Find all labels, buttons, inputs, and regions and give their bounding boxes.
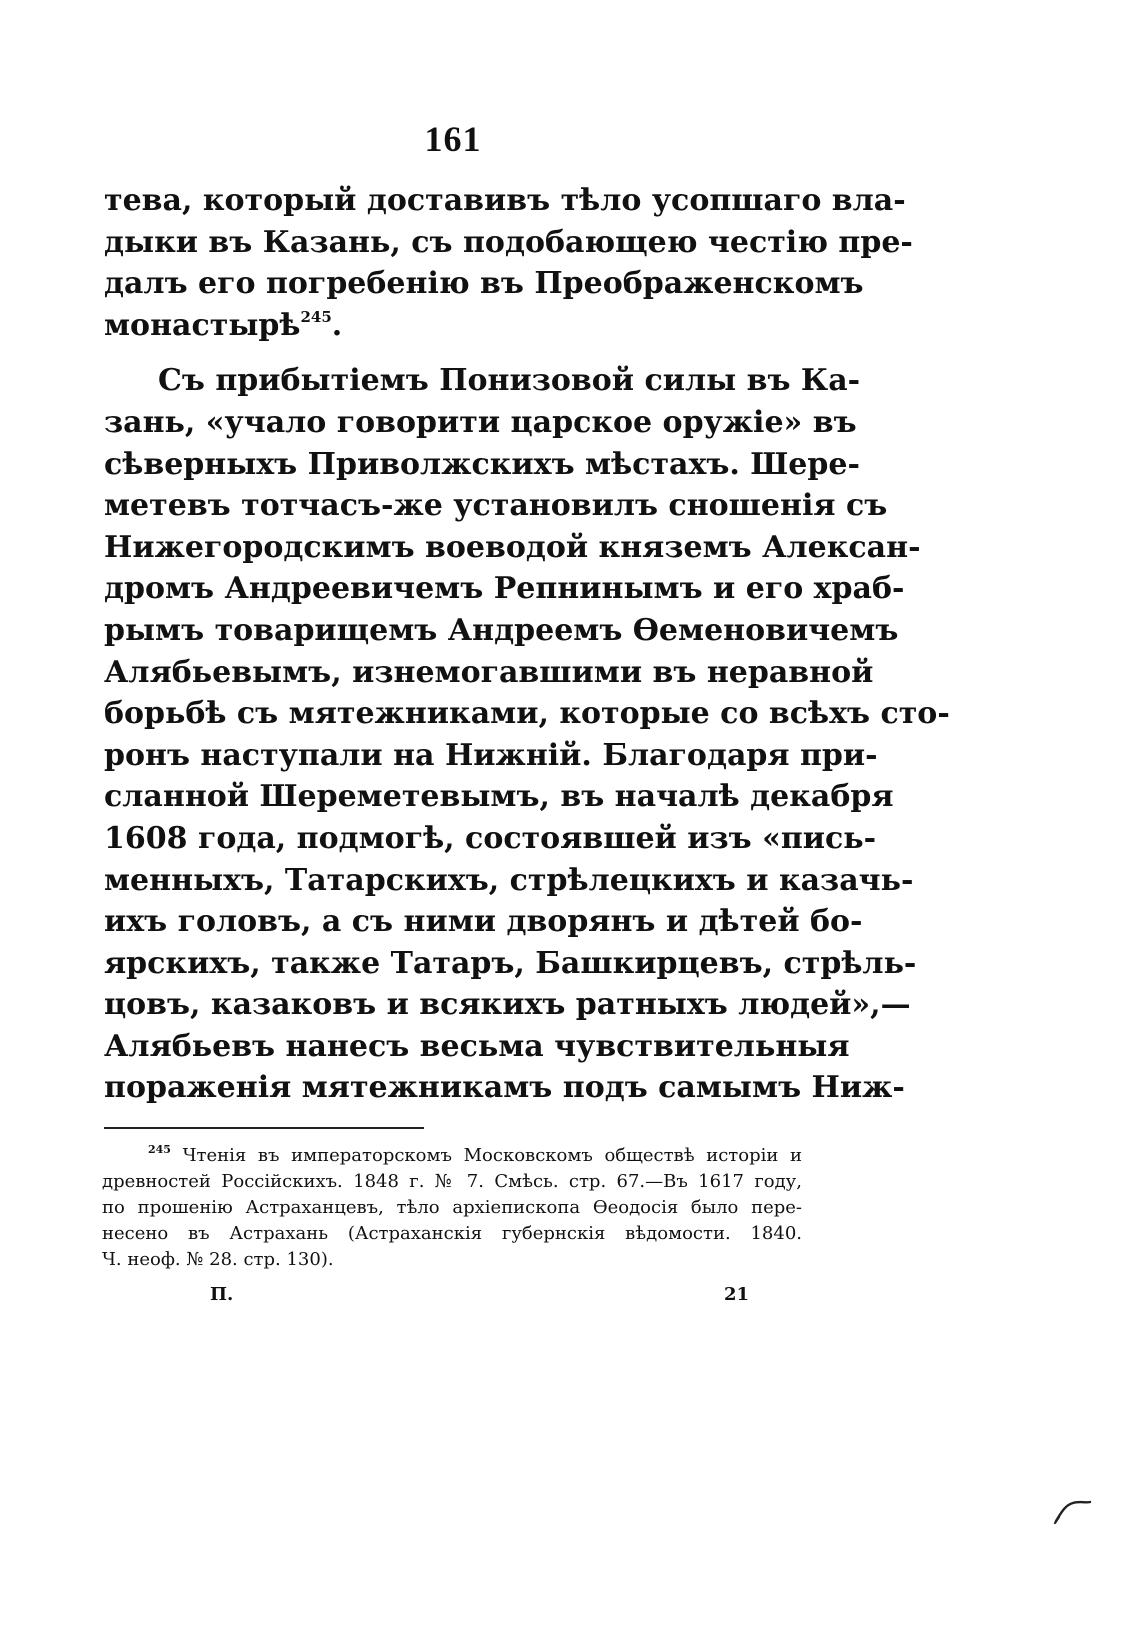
text-line: зань, «учало говорити царское оружіе» въ — [104, 404, 857, 440]
footnote-line: по прошенію Астраханцевъ, тѣло архіепископа Ѳеодосія было пере- — [102, 1197, 802, 1218]
sentence-end: . — [331, 307, 343, 343]
text-line: дромъ Андреевичемъ Репнинымъ и его храб- — [104, 571, 905, 607]
footnote-divider — [104, 1127, 424, 1129]
text-line: рымъ товарищемъ Андреемъ Ѳеменовичемъ — [104, 612, 899, 648]
text-line: Алябьевъ нанесъ весьма чувствительныя — [104, 1028, 850, 1064]
pen-mark-icon — [1053, 1495, 1093, 1525]
main-text — [104, 180, 950, 1109]
text-line: ихъ головъ, а съ ними дворянъ и дѣтей бо- — [104, 904, 863, 940]
footnote — [102, 1143, 802, 1273]
footnote-number: 245 — [148, 1143, 171, 1156]
footnote-reference: 245 — [300, 307, 332, 326]
text-line: Алябьевымъ, изнемогавшими въ неравной — [104, 654, 874, 690]
text-line: пораженія мятежникамъ подъ самымъ Ниж- — [104, 1070, 905, 1106]
text-line: Съ прибытіемъ Понизовой силы въ Ка- — [158, 363, 861, 399]
text-line: тева, который доставивъ тѣло усопшаго вла- — [104, 183, 906, 218]
signature-mark: П. — [210, 1284, 234, 1305]
footnote-line: несено въ Астрахань (Астраханскія губернскія вѣдомости. 1840. — [102, 1223, 802, 1244]
sheet-number: 21 — [724, 1284, 750, 1305]
footnote-line: древностей Россійскихъ. 1848 г. № 7. Смѣсь. стр. 67.—Въ 1617 году, — [102, 1171, 802, 1192]
text-line: сѣверныхъ Приволжскихъ мѣстахъ. Шере- — [104, 446, 860, 482]
text-line: сланной Шереметевымъ, въ началѣ декабря — [104, 779, 894, 815]
text-line — [104, 305, 804, 347]
text-line: ярскихъ, также Татаръ, Башкирцевъ, стрѣль- — [104, 945, 917, 981]
text-line: дыки въ Казань, съ подобающею честію пре- — [104, 224, 913, 260]
footnote-line: Ч. неоф. № 28. стр. 130). — [102, 1249, 334, 1270]
page-number: 161 — [424, 119, 482, 159]
text-line-content: монастырѣ — [104, 307, 301, 343]
text-line: Нижегородскимъ воеводой княземъ Алексан- — [104, 529, 921, 565]
text-line: метевъ тотчасъ-же установилъ сношенія съ — [104, 488, 888, 524]
footnote-line-text: Чтенія въ императорскомъ Московскомъ обществѣ исторіи и — [182, 1145, 802, 1166]
text-line: ронъ наступали на Нижній. Благодаря при- — [104, 737, 878, 773]
text-line: 1608 года, подмогѣ, состоявшей изъ «пись- — [104, 820, 877, 856]
text-line: борьбѣ съ мятежниками, которые со всѣхъ сто- — [104, 696, 950, 732]
text-line: далъ его погребенію въ Преображенскомъ — [104, 266, 864, 302]
text-line: менныхъ, Татарскихъ, стрѣлецкихъ и казачь- — [104, 862, 914, 898]
footnote-line — [102, 1143, 802, 1169]
text-line: цовъ, казаковъ и всякихъ ратныхъ людей»,— — [104, 987, 911, 1023]
